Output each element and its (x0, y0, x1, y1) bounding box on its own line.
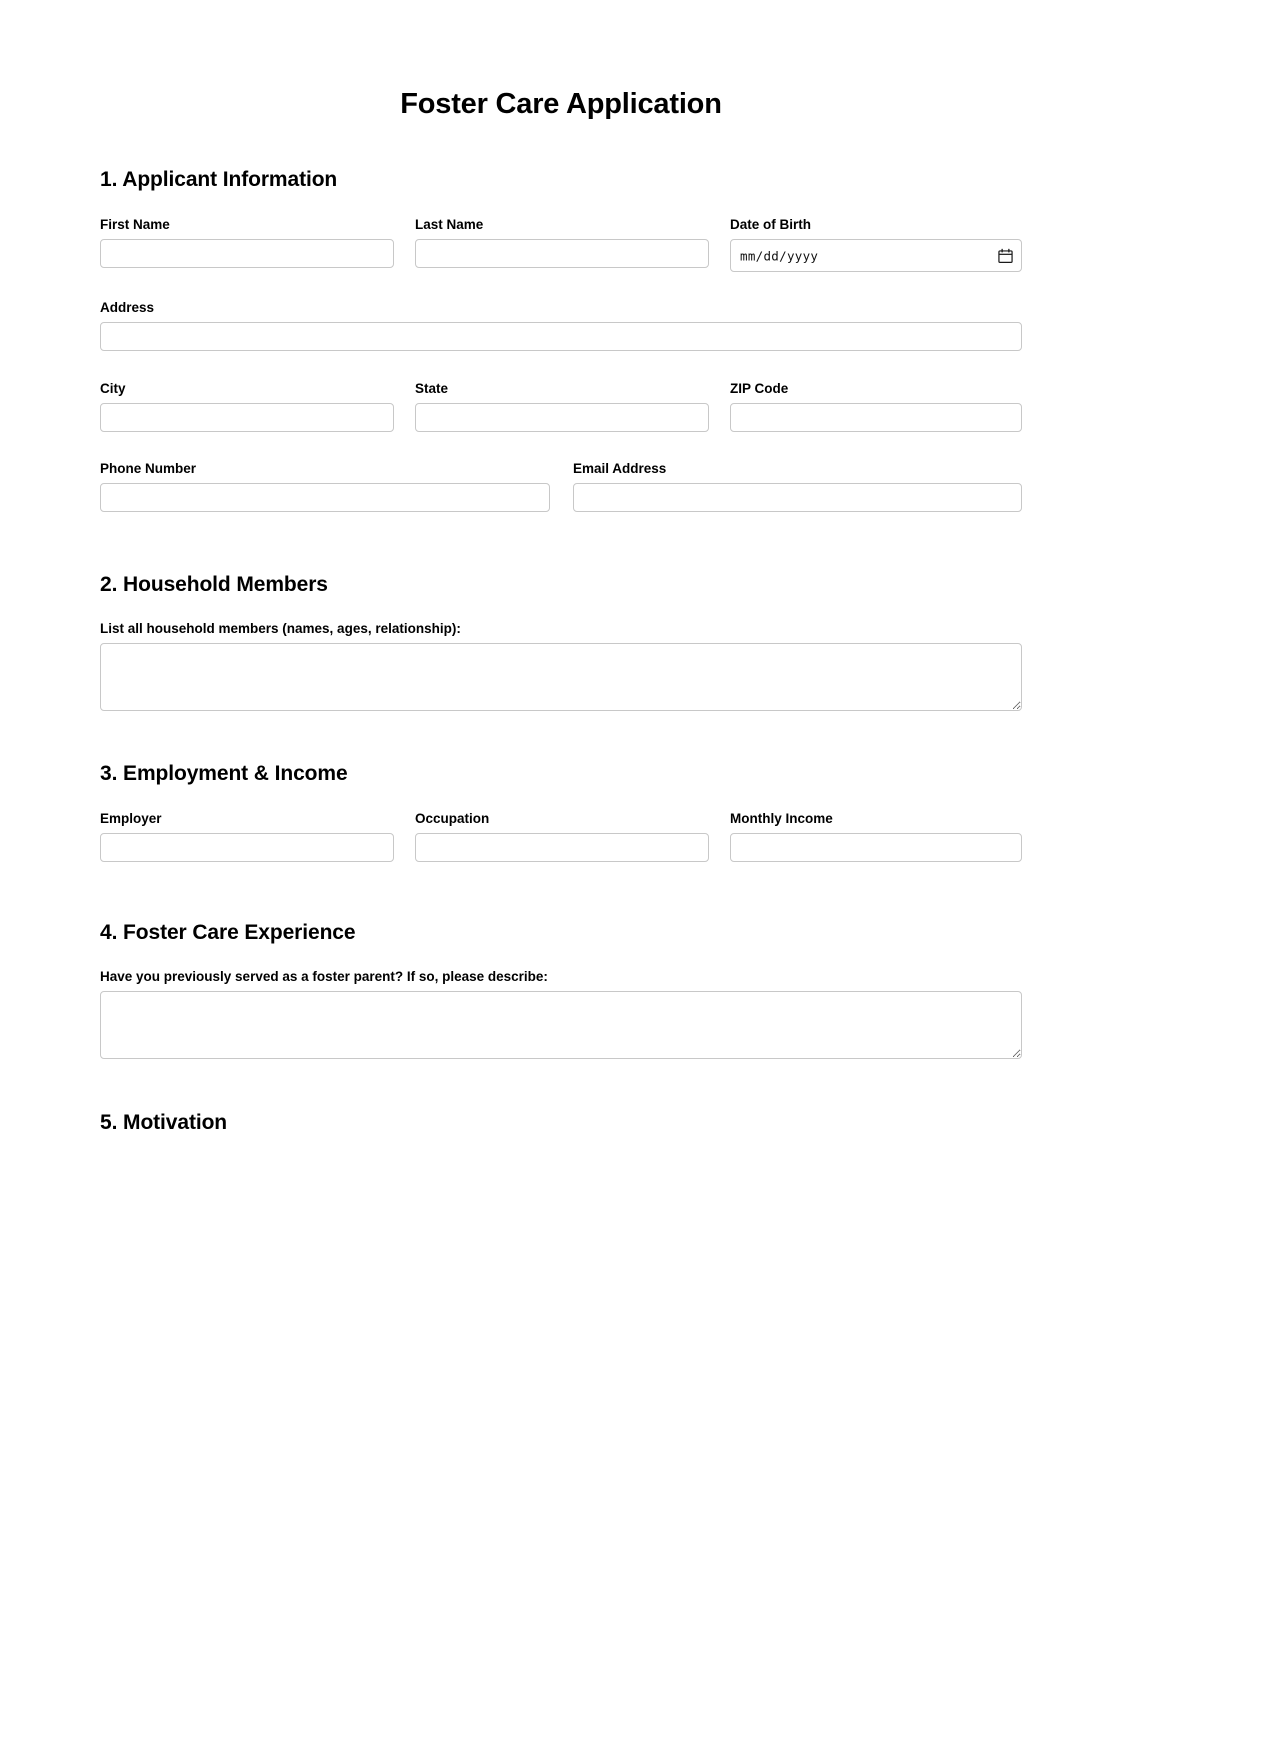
row-employment (100, 811, 1022, 862)
address-input[interactable] (100, 322, 1022, 351)
household-members-textarea[interactable] (100, 643, 1022, 711)
monthly-income-label: Monthly Income (730, 811, 833, 826)
first-name-label: First Name (100, 217, 170, 232)
phone-number-input[interactable] (100, 483, 550, 512)
city-label: City (100, 381, 126, 396)
date-of-birth-input[interactable] (730, 239, 1022, 272)
section-employment-income (100, 762, 1022, 826)
email-address-input[interactable] (573, 483, 1022, 512)
field-city (100, 381, 394, 432)
field-occupation (415, 811, 709, 862)
field-date-of-birth (730, 217, 1022, 272)
email-address-label: Email Address (573, 461, 667, 476)
household-members-label: List all household members (names, ages, relationship): (100, 621, 461, 636)
zip-code-input[interactable] (730, 403, 1022, 432)
phone-number-label: Phone Number (100, 461, 197, 476)
row-city-state-zip (100, 381, 1022, 432)
date-of-birth-label: Date of Birth (730, 217, 811, 232)
field-foster-care-experience (100, 969, 1022, 1059)
row-phone-email (100, 461, 1022, 512)
row-name-dob (100, 217, 1022, 272)
section-applicant-information (100, 168, 1022, 476)
employer-label: Employer (100, 811, 162, 826)
foster-care-experience-textarea[interactable] (100, 991, 1022, 1059)
field-state (415, 381, 709, 432)
section-household-members (100, 573, 1022, 636)
occupation-label: Occupation (415, 811, 490, 826)
field-email-address (573, 461, 1022, 512)
page-title: Foster Care Application (400, 88, 722, 120)
date-of-birth-wrapper (730, 239, 1022, 272)
last-name-label: Last Name (415, 217, 484, 232)
field-phone-number (100, 461, 550, 512)
section-motivation (100, 1111, 1022, 1135)
form-sheet (100, 0, 1022, 1134)
zip-code-label: ZIP Code (730, 381, 789, 396)
state-label: State (415, 381, 449, 396)
field-first-name (100, 217, 394, 272)
field-address (100, 300, 1022, 351)
city-input[interactable] (100, 403, 394, 432)
state-input[interactable] (415, 403, 709, 432)
monthly-income-input[interactable] (730, 833, 1022, 862)
field-zip-code (730, 381, 1022, 432)
address-label: Address (100, 300, 155, 315)
occupation-input[interactable] (415, 833, 709, 862)
field-employer (100, 811, 394, 862)
field-household-members (100, 621, 1022, 711)
first-name-input[interactable] (100, 239, 394, 268)
section-heading-motivation: 5. Motivation (100, 1111, 228, 1134)
foster-care-experience-label: Have you previously served as a foster parent? If so, please describe: (100, 969, 548, 984)
date-of-birth-format-hint: mm/dd/yyyy (740, 248, 819, 264)
section-heading-employment-income: 3. Employment & Income (100, 762, 348, 785)
field-last-name (415, 217, 709, 272)
field-monthly-income (730, 811, 1022, 862)
section-heading-household-members: 2. Household Members (100, 573, 328, 596)
employer-input[interactable] (100, 833, 394, 862)
section-foster-care-experience (100, 921, 1022, 984)
last-name-input[interactable] (415, 239, 709, 268)
section-heading-applicant-information: 1. Applicant Information (100, 168, 338, 191)
section-heading-foster-care-experience: 4. Foster Care Experience (100, 921, 356, 944)
